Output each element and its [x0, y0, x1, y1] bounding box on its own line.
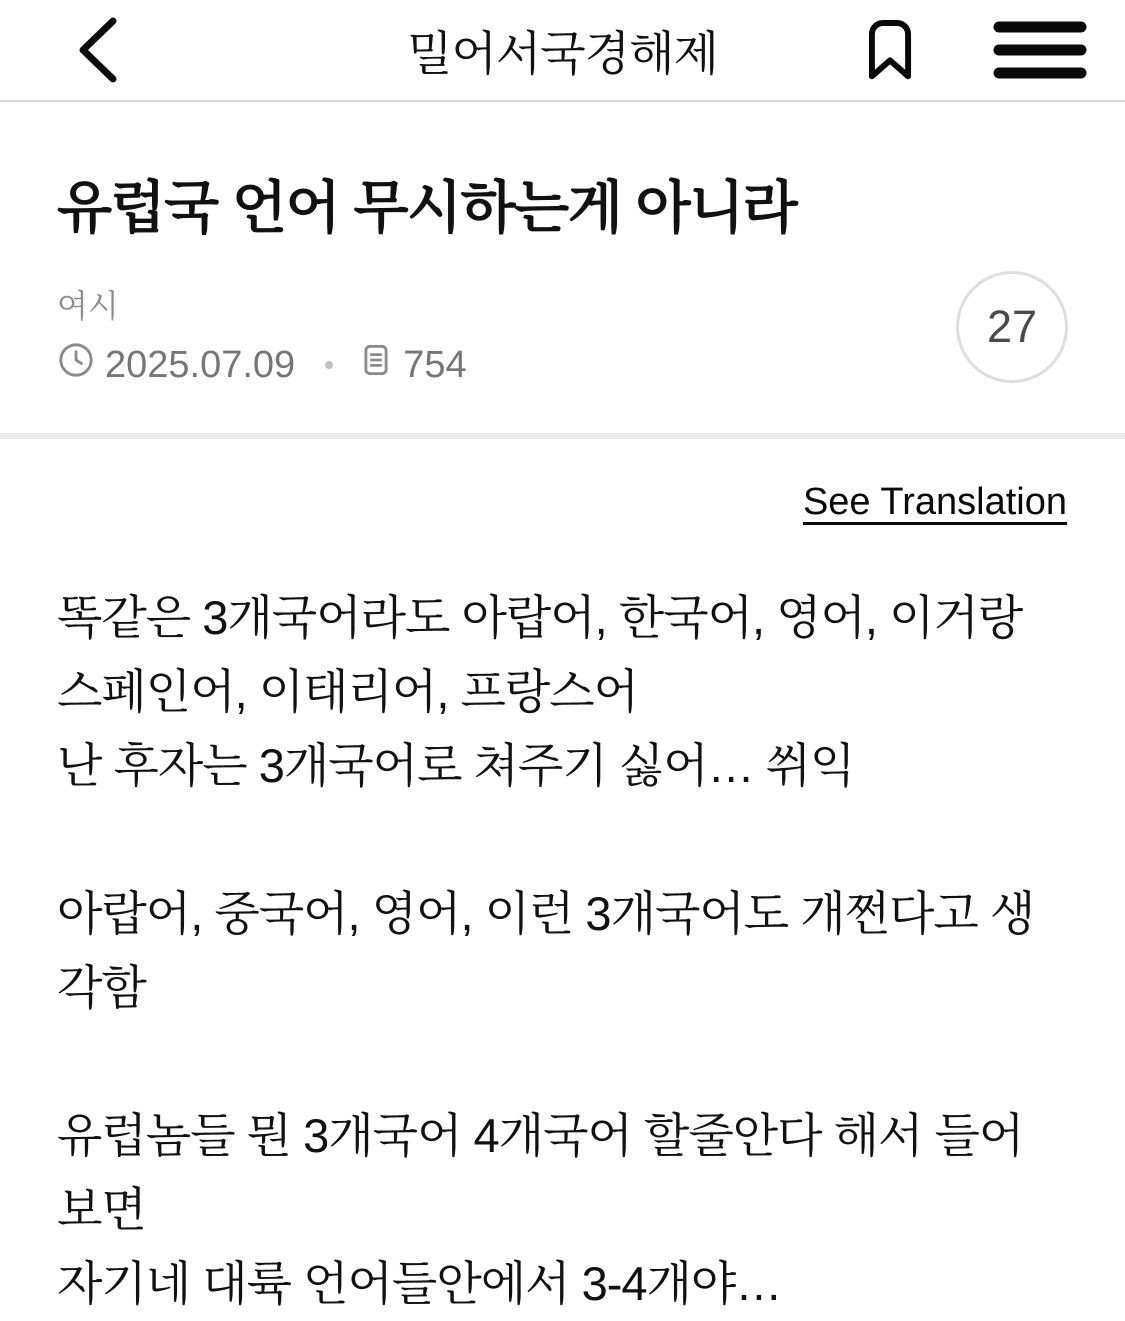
post-body-text [57, 581, 1067, 1321]
menu-button[interactable] [985, 0, 1095, 102]
body-paragraph [57, 1099, 1067, 1321]
section-divider [0, 433, 1125, 439]
body-paragraph [57, 581, 1067, 803]
see-translation-link[interactable]: See Translation [802, 481, 1067, 524]
board-title: 밀어서국경해제 [407, 26, 718, 80]
body-line: 똑같은 3개국어라도 아랍어, 한국어, 영어, 이거랑 [57, 591, 1023, 645]
post-date: 2025.07.09 [105, 343, 296, 386]
body-paragraph [57, 877, 1067, 1025]
author-name: 여시 [57, 288, 119, 325]
post-content [0, 479, 1125, 1321]
post-title: 유럽국 언어 무시하는게 아니라 [57, 176, 797, 240]
post-header [0, 102, 1125, 433]
views-count: 754 [403, 343, 467, 386]
top-navigation-bar [0, 0, 1125, 102]
body-line: 난 후자는 3개국어로 쳐주기 싫어… 쒸익 [57, 739, 855, 793]
hamburger-icon [991, 20, 1089, 83]
body-line: 자기네 대륙 언어들안에서 3-4개야… [57, 1257, 782, 1311]
bookmark-icon [864, 17, 916, 86]
body-line: 유럽놈들 뭔 3개국어 4개국어 할줄안다 해서 들어보면 [57, 1109, 1024, 1237]
body-line: 스페인어, 이태리어, 프랑스어 [57, 665, 639, 719]
post-meta-row [57, 341, 1068, 389]
bookmark-button[interactable] [855, 0, 925, 102]
back-button[interactable] [62, 0, 132, 102]
body-line: 아랍어, 중국어, 영어, 이런 3개국어도 개쩐다고 생각함 [57, 887, 1035, 1015]
clock-icon [57, 341, 95, 389]
comment-count-badge[interactable] [956, 271, 1068, 383]
chevron-left-icon [73, 15, 121, 88]
translation-row [57, 479, 1067, 533]
comment-count: 27 [986, 301, 1038, 352]
views-icon [357, 341, 395, 389]
dot-separator [325, 361, 333, 369]
